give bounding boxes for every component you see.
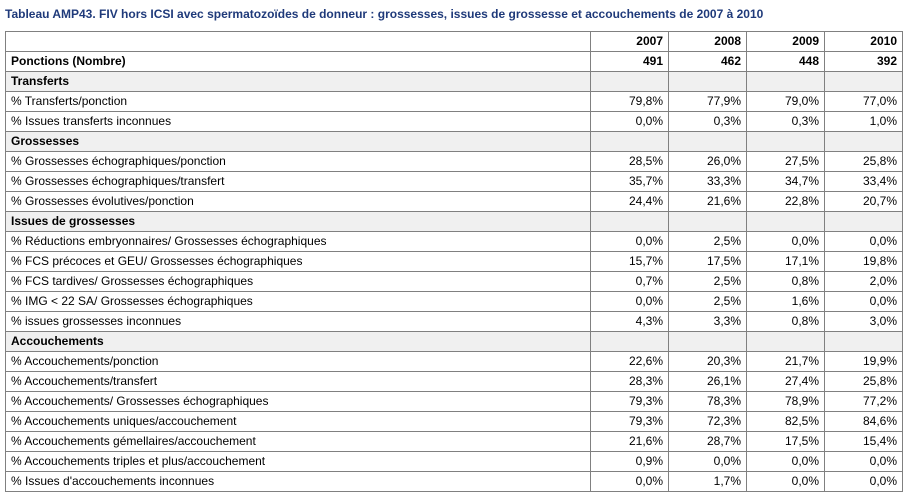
section-empty-cell <box>825 72 903 92</box>
row-value: 2,5% <box>669 272 747 292</box>
section-empty-cell <box>591 332 669 352</box>
row-value: 79,0% <box>747 92 825 112</box>
row-value: 26,0% <box>669 152 747 172</box>
section-heading: Transferts <box>6 72 591 92</box>
table-row <box>6 392 903 412</box>
section-empty-cell <box>669 72 747 92</box>
row-label: % Issues transferts inconnues <box>6 112 591 132</box>
section-header-row <box>6 212 903 232</box>
row-value: 82,5% <box>747 412 825 432</box>
table-row <box>6 452 903 472</box>
row-value: 34,7% <box>747 172 825 192</box>
row-value: 2,5% <box>669 232 747 252</box>
row-value: 1,7% <box>669 472 747 492</box>
row-value: 0,0% <box>591 112 669 132</box>
row-label: % Accouchements/ponction <box>6 352 591 372</box>
row-value: 2,5% <box>669 292 747 312</box>
row-value: 20,3% <box>669 352 747 372</box>
row-value: 28,7% <box>669 432 747 452</box>
row-value: 78,3% <box>669 392 747 412</box>
row-value: 20,7% <box>825 192 903 212</box>
row-label: % Accouchements/ Grossesses échographiques <box>6 392 591 412</box>
year-header-2008: 2008 <box>669 32 747 52</box>
row-value: 0,3% <box>747 112 825 132</box>
section-empty-cell <box>825 332 903 352</box>
row-value: 77,2% <box>825 392 903 412</box>
year-header-2010: 2010 <box>825 32 903 52</box>
row-value: 25,8% <box>825 372 903 392</box>
row-value: 0,3% <box>669 112 747 132</box>
ponctions-value: 491 <box>591 52 669 72</box>
row-value: 0,0% <box>747 472 825 492</box>
table-row <box>6 292 903 312</box>
row-label: % Issues d'accouchements inconnues <box>6 472 591 492</box>
row-value: 77,0% <box>825 92 903 112</box>
row-value: 0,8% <box>747 272 825 292</box>
section-empty-cell <box>747 212 825 232</box>
section-header-row <box>6 132 903 152</box>
row-value: 0,0% <box>747 232 825 252</box>
row-value: 79,3% <box>591 412 669 432</box>
row-value: 35,7% <box>591 172 669 192</box>
ponctions-label: Ponctions (Nombre) <box>6 52 591 72</box>
row-value: 21,7% <box>747 352 825 372</box>
row-value: 0,0% <box>825 232 903 252</box>
row-value: 72,3% <box>669 412 747 432</box>
row-value: 79,3% <box>591 392 669 412</box>
section-empty-cell <box>591 212 669 232</box>
section-heading: Issues de grossesses <box>6 212 591 232</box>
row-value: 0,7% <box>591 272 669 292</box>
row-label: % Grossesses évolutives/ponction <box>6 192 591 212</box>
table-row <box>6 92 903 112</box>
row-value: 17,5% <box>669 252 747 272</box>
row-label: % Réductions embryonnaires/ Grossesses échographiques <box>6 232 591 252</box>
row-value: 17,1% <box>747 252 825 272</box>
row-value: 3,3% <box>669 312 747 332</box>
table-row <box>6 352 903 372</box>
row-value: 17,5% <box>747 432 825 452</box>
row-value: 0,0% <box>591 292 669 312</box>
section-empty-cell <box>747 132 825 152</box>
row-value: 0,0% <box>591 472 669 492</box>
table-row <box>6 192 903 212</box>
row-label: % Accouchements uniques/accouchement <box>6 412 591 432</box>
row-label: % Accouchements triples et plus/accouchement <box>6 452 591 472</box>
header-empty-cell <box>6 32 591 52</box>
row-value: 0,0% <box>825 452 903 472</box>
row-value: 33,4% <box>825 172 903 192</box>
row-label: % Grossesses échographiques/transfert <box>6 172 591 192</box>
row-value: 26,1% <box>669 372 747 392</box>
row-value: 24,4% <box>591 192 669 212</box>
row-value: 1,0% <box>825 112 903 132</box>
row-value: 22,6% <box>591 352 669 372</box>
row-value: 84,6% <box>825 412 903 432</box>
row-value: 27,5% <box>747 152 825 172</box>
row-value: 25,8% <box>825 152 903 172</box>
table-row <box>6 172 903 192</box>
row-value: 21,6% <box>669 192 747 212</box>
row-label: % IMG < 22 SA/ Grossesses échographiques <box>6 292 591 312</box>
section-empty-cell <box>591 132 669 152</box>
section-heading: Grossesses <box>6 132 591 152</box>
ponctions-value: 462 <box>669 52 747 72</box>
row-value: 0,0% <box>747 452 825 472</box>
row-value: 28,3% <box>591 372 669 392</box>
table-row <box>6 472 903 492</box>
data-table <box>5 31 903 492</box>
row-value: 0,0% <box>825 292 903 312</box>
row-value: 0,9% <box>591 452 669 472</box>
row-value: 15,4% <box>825 432 903 452</box>
section-empty-cell <box>669 132 747 152</box>
section-empty-cell <box>825 212 903 232</box>
section-heading: Accouchements <box>6 332 591 352</box>
section-empty-cell <box>747 72 825 92</box>
section-empty-cell <box>747 332 825 352</box>
ponctions-value: 392 <box>825 52 903 72</box>
row-label: % Accouchements gémellaires/accouchement <box>6 432 591 452</box>
table-row <box>6 112 903 132</box>
table-row <box>6 432 903 452</box>
row-label: % Accouchements/transfert <box>6 372 591 392</box>
row-value: 77,9% <box>669 92 747 112</box>
table-row <box>6 372 903 392</box>
table-row <box>6 252 903 272</box>
row-value: 15,7% <box>591 252 669 272</box>
row-value: 19,9% <box>825 352 903 372</box>
section-empty-cell <box>591 72 669 92</box>
row-value: 1,6% <box>747 292 825 312</box>
row-label: % FCS précoces et GEU/ Grossesses échographiques <box>6 252 591 272</box>
row-value: 3,0% <box>825 312 903 332</box>
row-value: 22,8% <box>747 192 825 212</box>
row-value: 79,8% <box>591 92 669 112</box>
ponctions-value: 448 <box>747 52 825 72</box>
row-value: 0,0% <box>825 472 903 492</box>
table-body <box>6 32 903 492</box>
section-empty-cell <box>669 332 747 352</box>
row-value: 0,8% <box>747 312 825 332</box>
row-value: 78,9% <box>747 392 825 412</box>
row-label: % FCS tardives/ Grossesses échographiques <box>6 272 591 292</box>
section-empty-cell <box>669 212 747 232</box>
row-label: % Grossesses échographiques/ponction <box>6 152 591 172</box>
year-header-2007: 2007 <box>591 32 669 52</box>
table-row <box>6 272 903 292</box>
row-value: 21,6% <box>591 432 669 452</box>
ponctions-row <box>6 52 903 72</box>
row-value: 19,8% <box>825 252 903 272</box>
row-label: % Transferts/ponction <box>6 92 591 112</box>
table-title: Tableau AMP43. FIV hors ICSI avec spermatozoïdes de donneur : grossesses, issues de grossesse et accouchements de 2007 à 2010 <box>5 7 764 21</box>
section-empty-cell <box>825 132 903 152</box>
table-row <box>6 412 903 432</box>
table-row <box>6 232 903 252</box>
table-row <box>6 312 903 332</box>
row-value: 0,0% <box>669 452 747 472</box>
row-value: 4,3% <box>591 312 669 332</box>
year-header-2009: 2009 <box>747 32 825 52</box>
section-header-row <box>6 332 903 352</box>
row-value: 2,0% <box>825 272 903 292</box>
row-value: 0,0% <box>591 232 669 252</box>
table-row <box>6 152 903 172</box>
row-value: 27,4% <box>747 372 825 392</box>
row-label: % issues grossesses inconnues <box>6 312 591 332</box>
row-value: 28,5% <box>591 152 669 172</box>
section-header-row <box>6 72 903 92</box>
row-value: 33,3% <box>669 172 747 192</box>
year-header-row <box>6 32 903 52</box>
